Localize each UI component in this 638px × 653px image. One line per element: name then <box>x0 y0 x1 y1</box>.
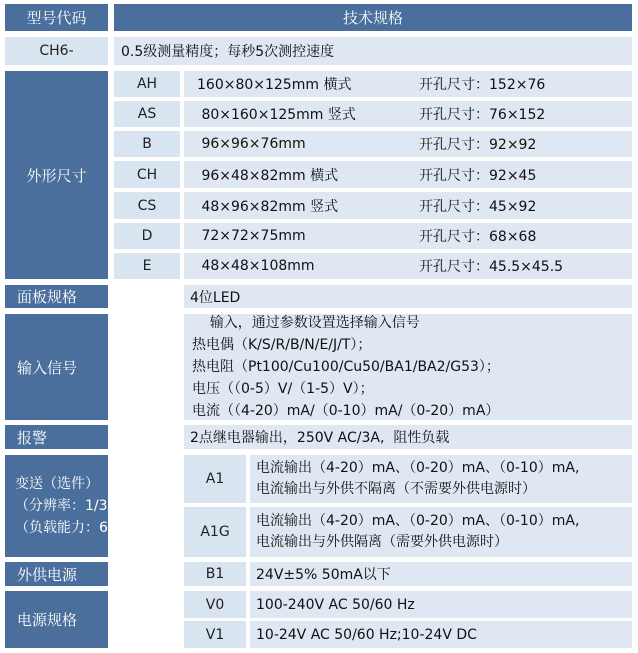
power-code-v1: V1 <box>184 621 246 648</box>
transmit-code-a1: A1 <box>184 455 246 503</box>
dim-row-e <box>184 253 632 279</box>
transmit-line: 电流输出与外供不隔离（不需要外供电源时） <box>256 481 536 497</box>
input-line: 热电阻（Pt100/Cu100/Cu50/BA1/BA2/G53）； <box>192 359 500 375</box>
transmit-resolution: （分辨率：1/3000） <box>15 498 149 514</box>
dim-cutout: 开孔尺寸：45.5×45.5 <box>419 259 564 275</box>
dim-row-d <box>184 223 632 249</box>
ext-power-value: 24V±5% 50mA以下 <box>250 562 632 586</box>
transmit-line: 电流输出与外供隔离（需要外供电源时） <box>256 534 508 550</box>
dim-size: 48×96×82mm 竖式 <box>197 198 339 215</box>
dim-cutout: 开孔尺寸：152×76 <box>419 77 546 93</box>
dim-code-as: AS <box>114 101 180 127</box>
power-value-v0: 100-240V AC 50/60 Hz <box>250 591 632 618</box>
alarm-label: 报警 <box>5 425 108 449</box>
dim-row-cs <box>184 192 632 219</box>
panel-value: 4位LED <box>184 285 632 308</box>
dim-code-ah: AH <box>114 71 180 97</box>
dim-code-b: B <box>114 131 180 157</box>
transmit-label <box>5 455 151 557</box>
dimensions-label: 外形尺寸 <box>5 71 108 279</box>
transmit-title: 变送（选件） <box>15 476 99 492</box>
input-line: 输入，通过参数设置选择输入信号 <box>192 315 420 331</box>
power-value-v1: 10-24V AC 50/60 Hz;10-24V DC <box>250 621 632 648</box>
ext-power-code: B1 <box>184 562 246 586</box>
dim-code-cs: CS <box>114 192 180 219</box>
dim-row-ch <box>184 161 632 188</box>
ext-power-label: 外供电源 <box>5 562 108 586</box>
input-spec <box>184 314 632 420</box>
dim-code-e: E <box>114 253 180 279</box>
dim-size: 72×72×75mm <box>197 228 306 244</box>
panel-label: 面板规格 <box>5 285 108 308</box>
dim-size: 96×48×82mm 横式 <box>197 167 339 184</box>
power-code-v0: V0 <box>184 591 246 618</box>
model-ch6: CH6- <box>5 37 108 65</box>
dim-size: 96×96×76mm <box>197 136 306 152</box>
transmit-spec-a1 <box>250 455 632 503</box>
power-label: 电源规格 <box>5 591 108 648</box>
transmit-load: （负载能力：600Ω） <box>15 520 151 536</box>
dim-row-b <box>184 131 632 157</box>
transmit-line: 电流输出（4-20）mA、（0-20）mA、（0-10）mA, <box>256 513 580 529</box>
dim-size: 160×80×125mm 横式 <box>197 77 352 93</box>
dim-cutout: 开孔尺寸：76×152 <box>419 107 546 123</box>
ch6-spec: 0.5级测量精度；每秒5次测控速度 <box>114 37 632 65</box>
dim-row-ah <box>184 71 632 97</box>
header-model-code: 型号代码 <box>5 4 108 31</box>
transmit-spec-a1g <box>250 507 632 557</box>
dim-row-as <box>184 101 632 127</box>
dim-cutout: 开孔尺寸：45×92 <box>419 198 537 215</box>
dim-code-d: D <box>114 223 180 249</box>
input-line: 电压（（0-5）V/（1-5）V）； <box>192 381 374 397</box>
dim-size: 80×160×125mm 竖式 <box>197 107 356 123</box>
dim-cutout: 开孔尺寸：68×68 <box>419 229 537 245</box>
dim-cutout: 开孔尺寸：92×45 <box>419 167 537 184</box>
dim-size: 48×48×108mm <box>197 258 315 274</box>
transmit-code-a1g: A1G <box>184 507 246 557</box>
alarm-value: 2点继电器输出，250V AC/3A, 阻性负载 <box>184 425 632 449</box>
dim-code-ch: CH <box>114 161 180 188</box>
input-line: 热电偶（K/S/R/B/N/E/J/T）； <box>192 337 372 353</box>
input-line: 电流（（4-20）mA/（0-10）mA/（0-20）mA） <box>192 403 500 419</box>
dim-cutout: 开孔尺寸：92×92 <box>419 137 537 153</box>
input-label: 输入信号 <box>5 314 108 420</box>
transmit-line: 电流输出（4-20）mA、（0-20）mA、（0-10）mA, <box>256 460 580 476</box>
header-spec: 技术规格 <box>114 4 632 31</box>
